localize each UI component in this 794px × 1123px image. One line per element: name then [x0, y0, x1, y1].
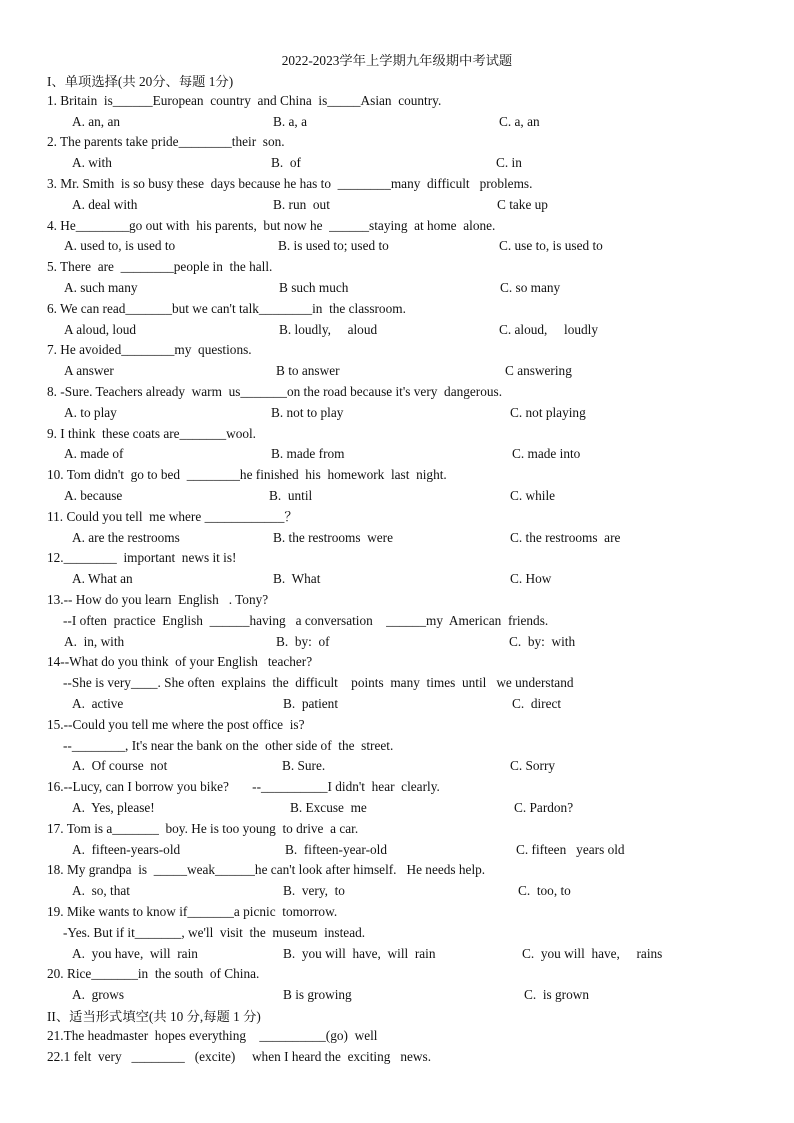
- question-16-option-a: A. Yes, please!: [72, 800, 155, 815]
- page-title: 2022-2023学年上学期九年级期中考试题: [281, 53, 513, 68]
- question-7-option-a: A answer: [64, 363, 114, 378]
- question-17-option-a: A. fifteen-years-old: [72, 842, 181, 857]
- question-1-option-b: B. a, a: [273, 114, 307, 129]
- question-7-option-c: C answering: [505, 363, 572, 378]
- question-13-option-b: B. by: of: [276, 634, 330, 649]
- question-5-option-b: B such much: [279, 280, 349, 295]
- question-19-stem: 19. Mike wants to know if_______a picnic tomorrow.: [47, 904, 338, 919]
- question-8-stem: 8. -Sure. Teachers already warm us_______on the road because it's very dangerous.: [47, 384, 503, 399]
- question-8-option-a: A. to play: [64, 405, 117, 420]
- question-16-option-c: C. Pardon?: [514, 800, 574, 815]
- question-20-stem: 20. Rice_______in the south of China.: [47, 966, 260, 981]
- question-7-stem: 7. He avoided________my questions.: [47, 342, 252, 357]
- question-18-stem: 18. My grandpa is _____weak______he can't look after himself. He needs help.: [47, 862, 486, 877]
- question-15-option-a: A. Of course not: [72, 758, 168, 773]
- question-8-option-b: B. not to play: [271, 405, 344, 420]
- question-4-option-b: B. is used to; used to: [278, 238, 389, 253]
- section-heading-multiple-choice: I、单项选择(共 20分、每题 1分): [47, 74, 234, 89]
- question-2-option-b: B. of: [271, 155, 301, 170]
- question-15-stem: 15.--Could you tell me where the post office is?: [47, 717, 305, 732]
- question-4-option-a: A. used to, is used to: [64, 238, 176, 253]
- question-13-option-c: C. by: with: [509, 634, 576, 649]
- question-20-option-b: B is growing: [283, 987, 352, 1002]
- question-16-option-b: B. Excuse me: [290, 800, 367, 815]
- question-6-option-a: A aloud, loud: [64, 322, 137, 337]
- question-12-stem: 12.________ important news it is!: [47, 550, 237, 565]
- question-13-stem: 13.-- How do you learn English . Tony?: [47, 592, 269, 607]
- question-5-option-a: A. such many: [64, 280, 138, 295]
- question-15-stem-line-2: --________, It's near the bank on the other side of the street.: [63, 738, 394, 753]
- question-13-stem-line-2: --I often practice English ______having a conversation ______my American friends.: [63, 613, 549, 628]
- question-18-option-a: A. so, that: [72, 883, 130, 898]
- question-2-option-a: A. with: [72, 155, 112, 170]
- question-17-stem: 17. Tom is a_______ boy. He is too young to drive a car.: [47, 821, 359, 836]
- question-11-stem: 11. Could you tell me where ____________？: [47, 509, 298, 524]
- question-3-stem: 3. Mr. Smith is so busy these days because he has to ________many difficult problems.: [47, 176, 533, 191]
- question-10-option-b: B. until: [269, 488, 313, 503]
- question-12-option-a: A. What an: [72, 571, 133, 586]
- question-19-option-b: B. you will have, will rain: [283, 946, 436, 961]
- question-10-option-c: C. while: [510, 488, 556, 503]
- fill-question-21: 21.The headmaster hopes everything __________(go) well: [47, 1028, 378, 1043]
- question-15-option-c: C. Sorry: [510, 758, 556, 773]
- question-9-option-a: A. made of: [64, 446, 124, 461]
- question-11-option-b: B. the restrooms were: [273, 530, 394, 545]
- question-1-stem: 1. Britain is______European country and China is_____Asian country.: [47, 93, 442, 108]
- question-11-option-a: A. are the restrooms: [72, 530, 180, 545]
- section-heading-fill-in: II、适当形式填空(共 10 分,每题 1 分): [47, 1009, 261, 1024]
- question-14-stem-line-2: --She is very____. She often explains the difficult points many times until we understand: [63, 675, 574, 690]
- question-10-option-a: A. because: [64, 488, 123, 503]
- question-16-stem: 16.--Lucy, can I borrow you bike? --__________I didn't hear clearly.: [47, 779, 440, 794]
- question-1-option-c: C. a, an: [499, 114, 540, 129]
- question-18-option-c: C. too, to: [518, 883, 571, 898]
- question-17-option-b: B. fifteen-year-old: [285, 842, 387, 857]
- question-9-option-c: C. made into: [512, 446, 581, 461]
- question-4-option-c: C. use to, is used to: [499, 238, 603, 253]
- question-2-option-c: C. in: [496, 155, 522, 170]
- question-2-stem: 2. The parents take pride________their son.: [47, 134, 285, 149]
- question-6-option-c: C. aloud, loudly: [499, 322, 598, 337]
- question-5-option-c: C. so many: [500, 280, 561, 295]
- question-15-option-b: B. Sure.: [282, 758, 326, 773]
- question-17-option-c: C. fifteen years old: [516, 842, 625, 857]
- fill-question-22: 22.1 felt very ________ (excite) when I heard the exciting news.: [47, 1049, 432, 1064]
- question-3-option-b: B. run out: [273, 197, 330, 212]
- question-6-option-b: B. loudly, aloud: [279, 322, 378, 337]
- question-7-option-b: B to answer: [276, 363, 340, 378]
- question-9-stem: 9. I think these coats are_______wool.: [47, 426, 257, 441]
- question-1-option-a: A. an, an: [72, 114, 120, 129]
- question-14-option-a: A. active: [72, 696, 124, 711]
- question-12-option-b: B. What: [273, 571, 321, 586]
- question-8-option-c: C. not playing: [510, 405, 586, 420]
- question-14-stem: 14--What do you think of your English teacher?: [47, 654, 313, 669]
- question-4-stem: 4. He________go out with his parents, but now he ______staying at home alone.: [47, 218, 496, 233]
- question-20-option-c: C. is grown: [524, 987, 590, 1002]
- question-19-option-c: C. you will have, rains: [522, 946, 663, 961]
- question-19-option-a: A. you have, will rain: [72, 946, 198, 961]
- question-14-option-c: C. direct: [512, 696, 562, 711]
- question-5-stem: 5. There are ________people in the hall.: [47, 259, 273, 274]
- question-19-stem-line-2: -Yes. But if it_______, we'll visit the museum instead.: [63, 925, 366, 940]
- question-11-option-c: C. the restrooms are: [510, 530, 621, 545]
- question-6-stem: 6. We can read_______but we can't talk________in the classroom.: [47, 301, 406, 316]
- question-3-option-a: A. deal with: [72, 197, 138, 212]
- question-14-option-b: B. patient: [283, 696, 339, 711]
- question-18-option-b: B. very, to: [283, 883, 345, 898]
- question-9-option-b: B. made from: [271, 446, 345, 461]
- question-13-option-a: A. in, with: [64, 634, 125, 649]
- question-12-option-c: C. How: [510, 571, 552, 586]
- question-20-option-a: A. grows: [72, 987, 125, 1002]
- question-10-stem: 10. Tom didn't go to bed ________he finished his homework last night.: [47, 467, 447, 482]
- question-3-option-c: C take up: [497, 197, 548, 212]
